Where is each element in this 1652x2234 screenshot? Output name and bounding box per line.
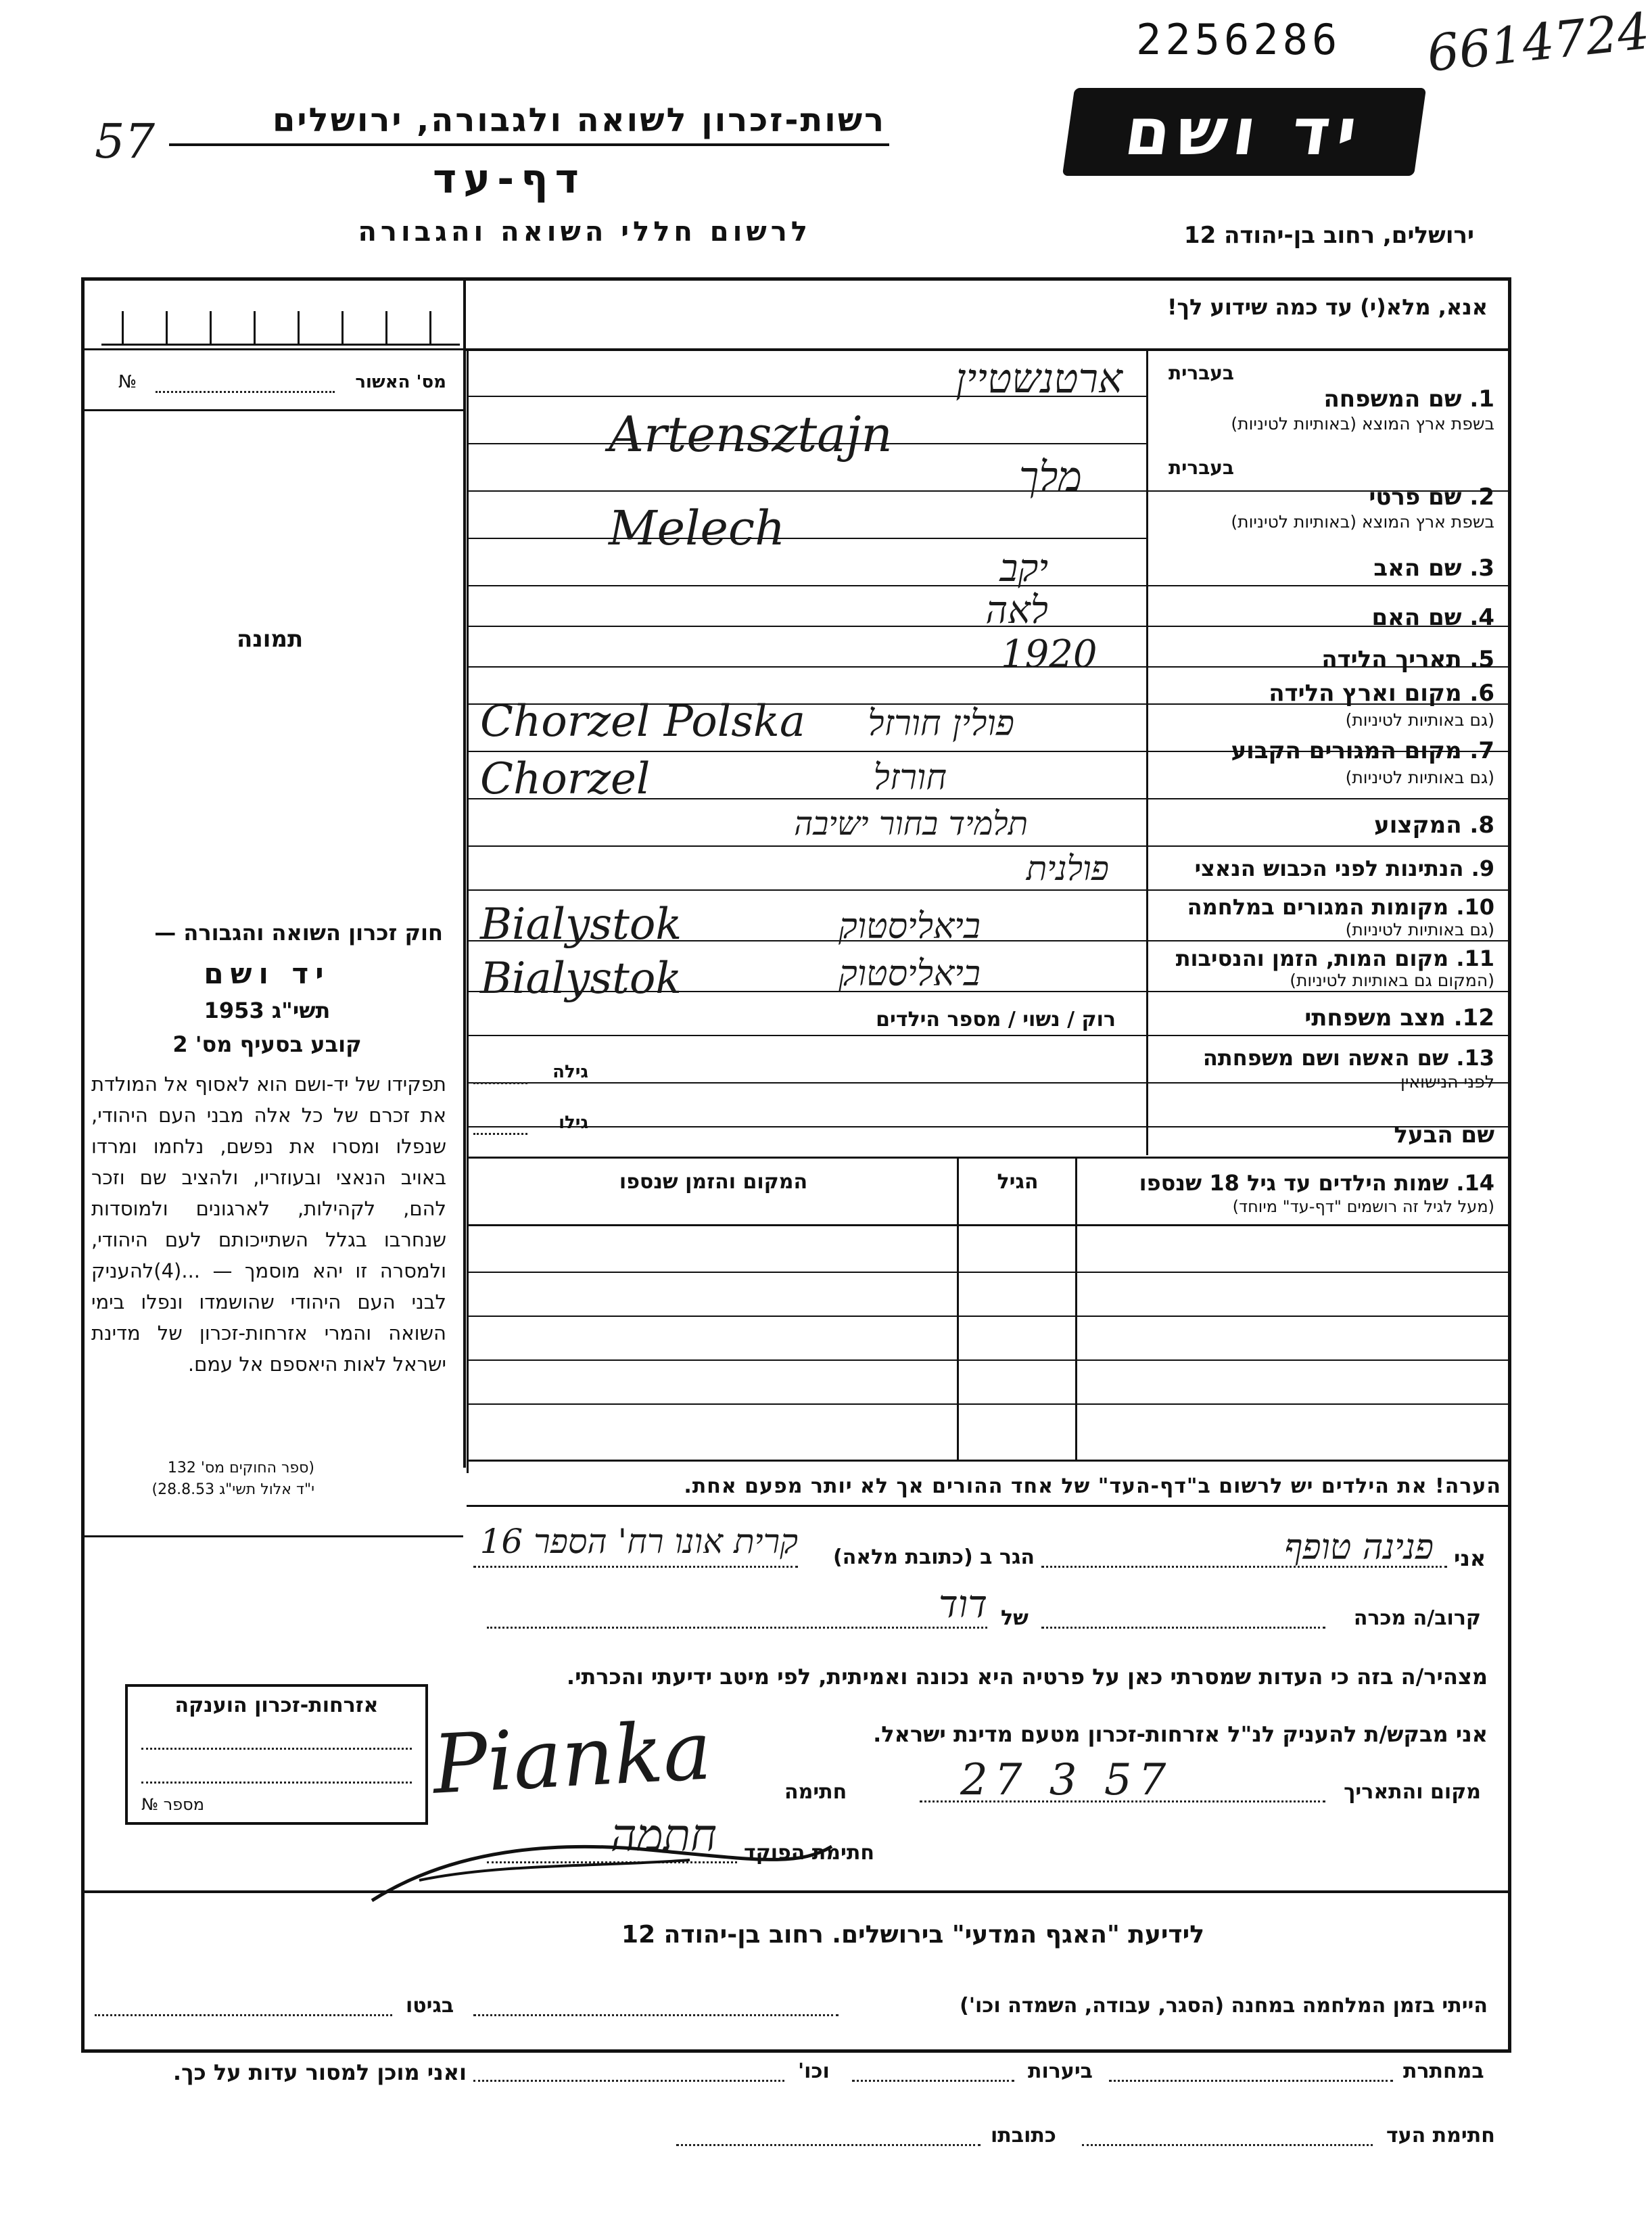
field-12-name: מצב משפחתי — [1304, 1004, 1446, 1031]
field-6-value-latin[interactable]: Chorzel Polska — [480, 697, 805, 747]
approval-number-field[interactable] — [156, 391, 335, 393]
witness-address-line — [676, 2144, 981, 2146]
field-5-name: תאריך הלידה — [1321, 646, 1462, 673]
of-label: של — [1001, 1606, 1029, 1630]
husband-age-input[interactable] — [473, 1133, 527, 1135]
field-10-label — [1156, 894, 1494, 920]
field-1-label — [1271, 386, 1494, 413]
law-text: תפקידו של יד-ושם הוא לאסוף אל המולדת את זכרם של כל אלה מבני העם היהודי, שנפלו ומסרו את נפשם, נלחמו ומרדו באויב הנאצי ובעוזריו, ולהציב שם וזכר להם, לקהילות, לארגונים ולמוסדות שנחרבו בגלל השתייכותם לעם היהודי, ולמסרה זו יהא מוסמך — ...(4)להעניק לבני העם היהודי שהושמדו ונפלו בימי השואה והמרי אזרחות-זכרון של מדינת ישראל לאות היאספם אל עמם. — [91, 1073, 446, 1376]
field-10-sub: (גם באותיות לטיניות) — [1345, 920, 1494, 939]
husband-label: שם הבעל — [1394, 1121, 1494, 1148]
field-11-label — [1156, 946, 1494, 971]
law-title: חוק זכרון השואה והגבורה — — [154, 920, 443, 946]
children-title: שמות הילדים עד גיל 18 שנספו — [1139, 1170, 1449, 1196]
field-6-label — [1204, 680, 1494, 707]
ghetto-line — [95, 2014, 392, 2016]
camp-line — [473, 2014, 839, 2016]
field-2-value-latin[interactable]: Melech — [609, 501, 786, 556]
citizenship-number[interactable]: מספר № — [141, 1795, 204, 1814]
field-1-name: שם המשפחה — [1323, 386, 1462, 413]
children-bottom-divider — [467, 1460, 1511, 1462]
field-1-value-hebrew[interactable]: ארטנשטיין — [955, 355, 1123, 402]
of-line — [487, 1627, 987, 1629]
field-12-number: 12. — [1453, 1004, 1494, 1031]
citizenship-title: אזרחות-זכרון הוענקה — [174, 1694, 379, 1717]
etc-label: וכו' — [798, 2060, 830, 2083]
children-sub: (מעל לגיל זה רושמים "דף-עד" מיוחד) — [1232, 1197, 1494, 1216]
field-9-number: 9. — [1471, 856, 1494, 881]
approval-divider — [81, 409, 463, 411]
field-5-label — [1271, 646, 1494, 673]
etc-line — [473, 2080, 784, 2082]
declarant-address[interactable]: קרית אונו רח' הספר 16 — [479, 1522, 798, 1561]
field-9-label — [1163, 856, 1494, 881]
header-address: ירושלים, רחוב בן-יהודה 12 — [1183, 222, 1474, 249]
field-8-name: המקצוע — [1374, 812, 1462, 839]
margin-mark: 57 — [95, 114, 156, 169]
form-title: דף-עד — [433, 156, 586, 203]
value-column-divider — [467, 350, 469, 1473]
residing-label: הגר ב (כתובת מלאה) — [832, 1545, 1035, 1569]
address-line — [473, 1566, 798, 1568]
children-label-divider — [1075, 1159, 1077, 1460]
field-5-number: 5. — [1469, 646, 1494, 673]
field-3-name: שם האב — [1373, 555, 1462, 582]
field-2-number: 2. — [1469, 484, 1494, 511]
field-1-lang: בעברית — [1168, 362, 1234, 384]
field-6-value-hebrew[interactable]: פולין חורזל — [868, 703, 1014, 744]
field-7-value-hebrew[interactable]: חורזל — [873, 758, 947, 798]
field-9-value[interactable]: פולנית — [1026, 849, 1109, 888]
field-7-name: מקום המגורים הקבוע — [1231, 737, 1462, 764]
citizenship-line-1 — [141, 1748, 412, 1750]
field-10-value-hebrew[interactable]: ביאליסטוק — [839, 906, 981, 947]
signature-label: חתימה — [784, 1780, 847, 1804]
relation-value[interactable]: דוד — [938, 1583, 987, 1627]
law-name: יד ושם — [204, 957, 331, 990]
field-9-name: הנתינות לפני הכבוש הנאצי — [1194, 856, 1464, 881]
field-6-sub: (גם באותיות לטיניות) — [1345, 710, 1494, 730]
request-text: אני מבקש/ת להעניק לנ"ל אזרחות-זכרון מטעם מדינת ישראל. — [873, 1721, 1488, 1747]
footer-divider — [81, 1890, 1511, 1893]
law-reference-1: (ספר החוקים מס' 132 — [167, 1460, 314, 1476]
field-13-sub: לפני הנישואין — [1400, 1072, 1494, 1092]
field-4-label — [1271, 604, 1494, 631]
footer-title: לידיעת "האגף המדעי" בירושלים. רחוב בן-יהודה 12 — [621, 1921, 1204, 1949]
field-8-value[interactable]: תלמיד בחור ישיבה — [794, 805, 1028, 843]
field-4-number: 4. — [1469, 604, 1494, 631]
signature-value[interactable]: Pianka — [430, 1704, 714, 1813]
approval-no-sign: № — [118, 372, 137, 392]
field-7-label — [1204, 737, 1494, 764]
field-13-label — [1163, 1045, 1494, 1071]
field-11-number: 11. — [1456, 946, 1494, 971]
witness-signature-line — [1082, 2144, 1373, 2146]
children-age-divider — [957, 1159, 959, 1460]
note-bottom-divider — [467, 1505, 1511, 1507]
field-6-name: מקום וארץ הלידה — [1269, 680, 1462, 707]
ruler-ticks — [101, 311, 460, 345]
field-3-value[interactable]: יקב — [999, 546, 1048, 590]
field-12-label — [1271, 1004, 1494, 1031]
field-2-value-hebrew[interactable]: מלך — [1018, 453, 1082, 501]
serial-number: 2256286 — [1136, 15, 1342, 64]
officer-signature[interactable]: חתמה — [610, 1809, 717, 1861]
field-2-sub: בשפת ארץ המוצא (באותיות לטיניות) — [1231, 512, 1494, 532]
field-6-number: 6. — [1469, 680, 1494, 707]
field-10-name: מקומות המגורים במלחמה — [1187, 894, 1449, 920]
intro-divider — [463, 348, 1511, 351]
underground-label: במחתרת — [1403, 2060, 1484, 2083]
field-3-label — [1271, 555, 1494, 582]
declaration-i-label: אני — [1454, 1545, 1486, 1571]
witness-address-label: כתובתו — [991, 2124, 1056, 2147]
forests-line — [852, 2080, 1014, 2082]
law-section: קובע בסעיף מס' 2 — [172, 1031, 362, 1057]
field-8-number: 8. — [1469, 812, 1494, 839]
form-subtitle: לרשום חללי השואה והגבורה — [358, 216, 811, 248]
declarant-name[interactable]: פנינה טופף — [1284, 1527, 1434, 1568]
field-10-value-latin[interactable]: Bialystok — [480, 900, 682, 950]
photo-label: תמונה — [237, 626, 304, 653]
children-col-age: הגיל — [997, 1170, 1039, 1194]
officer-signature-stroke — [365, 1826, 839, 1914]
left-column-divider — [463, 277, 466, 1468]
children-header-divider — [467, 1224, 1511, 1226]
field-4-name: שם האם — [1371, 604, 1462, 631]
field-12-value[interactable]: רוק / נשוי / מספר הילדים — [876, 1008, 1116, 1031]
field-10-number: 10. — [1456, 894, 1494, 920]
field-11-sub: (המקום גם באותיות לטיניות) — [1290, 971, 1494, 990]
field-13-number: 13. — [1456, 1045, 1494, 1071]
relation-line — [1041, 1627, 1325, 1629]
field-1-sub: בשפת ארץ המוצא (באותיות לטיניות) — [1231, 414, 1494, 434]
ghetto-label: בגיטו — [406, 1994, 454, 2018]
org-underline — [169, 143, 889, 146]
children-note: הערה! את הילדים יש לרשום ב"דף-העד" של אחד ההורים אך לא יותר מפעם אחת. — [684, 1474, 1501, 1498]
field-7-number: 7. — [1469, 737, 1494, 764]
field-2-label — [1271, 484, 1494, 511]
field-2-name: שם פרטי — [1369, 484, 1462, 511]
forests-label: ביערות — [1028, 2060, 1093, 2083]
children-label — [1089, 1170, 1494, 1196]
husband-age-label: גילו — [559, 1113, 588, 1133]
field-4-value[interactable]: לאה — [985, 588, 1048, 632]
citizenship-line-2 — [141, 1782, 412, 1784]
handwritten-reference: 6614724 — [1424, 2, 1652, 83]
field-8-label — [1271, 812, 1494, 839]
yad-vashem-logo — [1062, 88, 1426, 176]
camp-label: הייתי בזמן המלחמה במחנה (הסגר, עבודה, השמדה וכו') — [960, 1994, 1488, 2018]
field-7-value-latin[interactable]: Chorzel — [480, 754, 651, 804]
field-11-name: מקום המות, הזמן והנסיבות — [1175, 946, 1449, 971]
org-line: רשות-זכרון לשואה ולגבורה, ירושלים — [272, 101, 886, 139]
field-1-number: 1. — [1469, 386, 1494, 413]
field-7-sub: (גם באותיות לטיניות) — [1345, 768, 1494, 787]
field-13-name: שם האשה ושם משפחתה — [1202, 1045, 1449, 1071]
logo-text: יד ושם — [1120, 94, 1369, 170]
field-13-age-label: גילה — [552, 1062, 588, 1082]
approval-label: מס' האשור — [355, 372, 446, 392]
witness-signature-label: חתימת העד — [1386, 2124, 1495, 2147]
law-year: תשי"ג 1953 — [204, 998, 331, 1023]
declaration-text: מצהיר/ה בזה כי העדות שמסרתי כאן על פרטיה היא נכונה ואמיתית, לפי מיטב ידיעתי והכרתי. — [566, 1664, 1488, 1690]
field-2-lang: בעברית — [1168, 457, 1234, 479]
children-number: 14. — [1456, 1170, 1494, 1196]
field-3-number: 3. — [1469, 555, 1494, 582]
officer-label: חתימת הפוקד — [744, 1841, 874, 1865]
date-value[interactable]: 27 3 57 — [960, 1755, 1173, 1805]
field-5-value[interactable]: 1920 — [1001, 632, 1098, 676]
field-13-age-input[interactable] — [473, 1082, 527, 1084]
intro-text: אנא, מלא(י) עד כמה שידוע לך! — [1166, 294, 1488, 320]
sidebar-top-divider — [81, 348, 463, 350]
field-11-value-hebrew[interactable]: ביאליסטוק — [839, 954, 981, 994]
field-11-value-latin[interactable]: Bialystok — [480, 954, 682, 1004]
field-1-value-latin[interactable]: Artensztajn — [609, 406, 893, 463]
underground-line — [1109, 2080, 1393, 2082]
ready-label: ואני מוכן למסור עדות על כך. — [172, 2060, 467, 2085]
children-col-place: המקום והזמן שנספו — [619, 1170, 808, 1194]
place-date-label: מקום והתאריך — [1344, 1780, 1481, 1804]
relation-label: קרוב/ה מכרה — [1353, 1606, 1481, 1630]
law-reference-2: י"ד אלול תשי"ג 28.8.53) — [151, 1481, 314, 1498]
citizenship-box — [125, 1684, 428, 1825]
